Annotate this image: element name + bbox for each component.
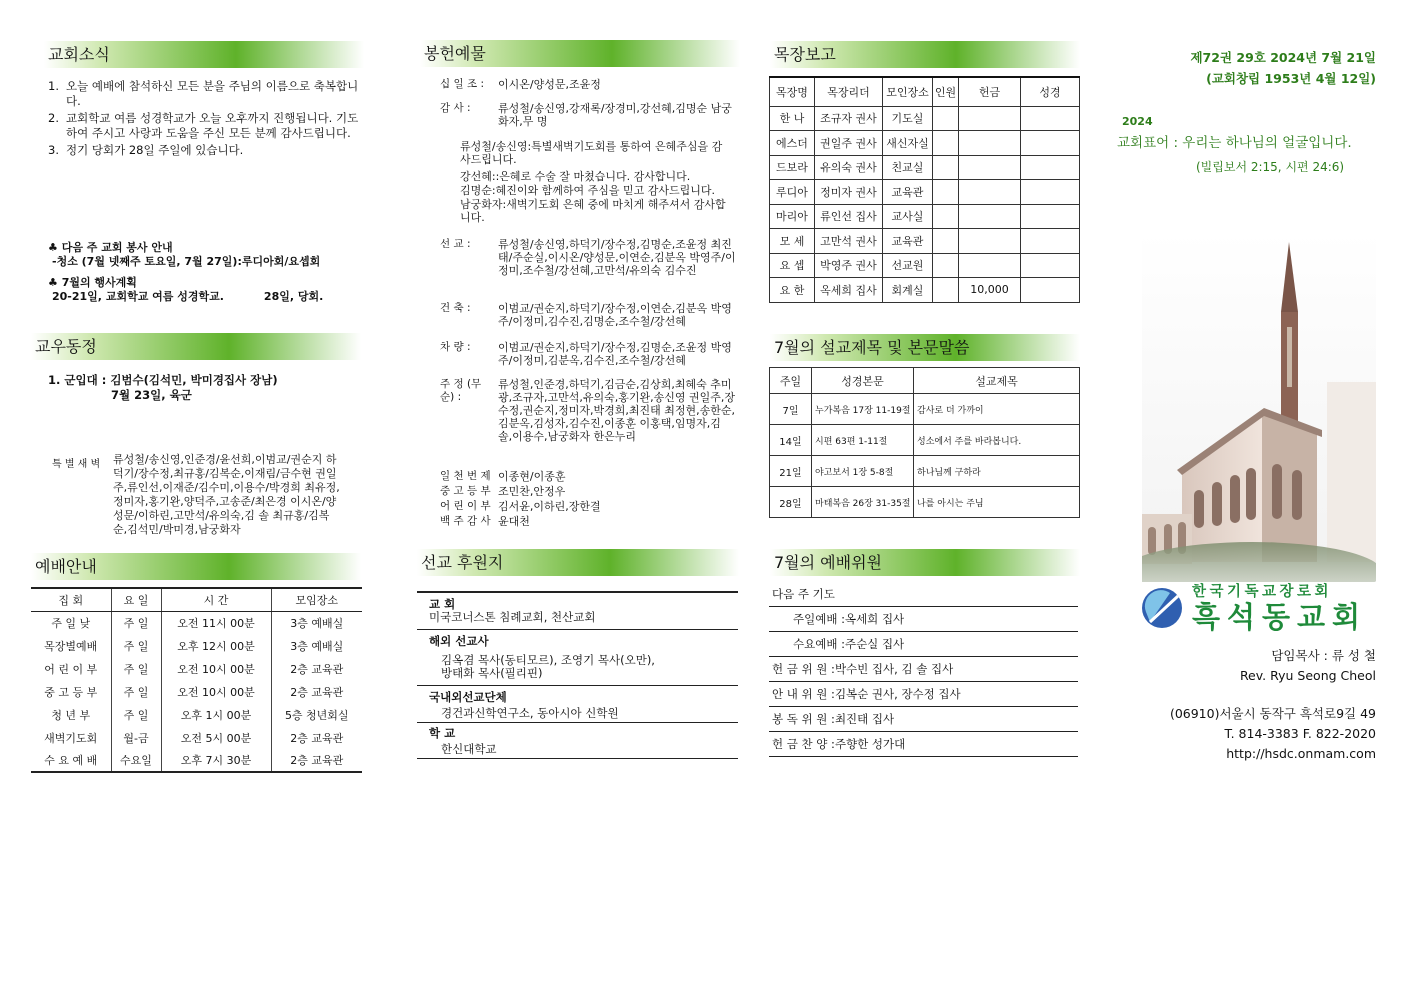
report-cell: 기도실: [883, 106, 933, 131]
report-cell: [959, 253, 1021, 278]
sermon-row: [770, 487, 1080, 518]
duty-label: 주일예배 :: [793, 612, 845, 626]
duty-label: 봉 독 위 원 :: [772, 712, 835, 726]
duty-row: [769, 707, 1078, 732]
worship-cell: 어 린 이 부: [44, 662, 98, 676]
worship-cell: 오전 11시 00분: [161, 611, 271, 634]
report-cell: 에스더: [770, 131, 815, 156]
report-cell: 새신자실: [883, 131, 933, 156]
worship-cell: 오전 10시 00분: [161, 657, 271, 680]
issue-info: 제72권 29호 2024년 7월 21일 (교회창립 1953년 4월 12일): [1190, 50, 1376, 86]
worship-cell: 목장별예배: [44, 639, 98, 653]
report-cell: 유의숙 권사: [815, 155, 883, 180]
sermons-header: 7월의 설교제목 및 본문말씀: [770, 334, 1080, 361]
motto-verse: (빌립보서 2:15, 시편 24:6): [1196, 160, 1345, 174]
sermon-cell: 21일: [770, 456, 812, 487]
duty-label: 헌 금 찬 양 :: [772, 737, 835, 751]
sermon-cell: 야고보서 1장 5-8절: [812, 456, 914, 487]
worship-cell: 중 고 등 부: [44, 685, 98, 699]
duty-label: 안 내 위 원 :: [772, 687, 835, 701]
offering-body: 십 일 조 : 이시온/양성문,조윤정 감 사 : 류성철/송신영,강재록/장경미,강선혜,김명순 남궁화자,무 명 류성철/송신영:특별새벽기도회를 통하여 은혜주심을 감사드립니다. 강선혜::은혜로 수술 잘 마쳤습니다. 감사합니다. 김명순:혜진이와 함께하여 주심을 믿고 감사드립니다. 남궁화자:새벽기도회 은혜 중에 마치게 해주셔서 감사합니다. 선 교 : 류성철/송신영,하덕기/장수정,김명순,조윤정 최진태/주순실,이시온/양성문,이연순,김분옥 박영주/이정미,조수철/강선혜,고만석/유의숙 김수진 건 축 : 이범교/권순지,하덕기/장수정,이연순,김분옥 박영주/이정미,김수진,김명순,조수철/강선혜 차 량 : 이범교/권순지,하덕기/장수정,김명순,조윤정 박영주/이정미,김분옥,김수진,조수철/강선혜 주 정 (무 순) : 류성철,인준경,하덕기,김금순,김상희,최혜숙 추미광,조규자,고만석,유의숙,홍기완,송신영 권일주,장수정,권순지,정미자,박경희,최진태 최정현,송한순,김분옥,김성자,김수진,이종훈 이홍택,임명자,김 솔,이용수,남궁화자 한은누리 일 천 번 제 이종현/이종훈 중 고 등 부 조민찬,안정우: [440, 78, 736, 498]
worship-header: 예배안내: [31, 553, 361, 580]
sermon-cell: 마태복음 26장 31-35절: [812, 487, 914, 518]
report-cell: 루디아: [770, 180, 815, 205]
worship-cell: 2층 교육관: [271, 749, 362, 772]
report-cell: 선교원: [883, 253, 933, 278]
report-header: 목장보고: [770, 41, 1080, 68]
report-cell: [959, 106, 1021, 131]
report-cell: [933, 155, 959, 180]
pastor-info: 담임목사 : 류 성 철 Rev. Ryu Seong Cheol: [1239, 648, 1376, 683]
report-row: [770, 204, 1080, 229]
report-cell: [1021, 155, 1080, 180]
worship-cell: 주 일 낮: [51, 616, 91, 630]
report-cell: [933, 180, 959, 205]
news-item: 3. 정기 당회가 28일 주일에 있습니다.: [48, 143, 244, 157]
report-cell: [933, 229, 959, 254]
worship-cell: 2층 교육관: [271, 680, 362, 703]
worship-row: [31, 726, 362, 749]
sermon-cell: 하나님께 구하라: [914, 456, 1080, 487]
sermon-row: [770, 425, 1080, 456]
report-row: [770, 180, 1080, 205]
report-row: [770, 155, 1080, 180]
worship-cell: 오후 1시 00분: [161, 703, 271, 726]
report-cell: 고만석 권사: [815, 229, 883, 254]
sermon-row: [770, 456, 1080, 487]
news-header: 교회소식: [44, 41, 364, 68]
sermon-cell: 14일: [770, 425, 812, 456]
worship-cell: 오전 10시 00분: [161, 680, 271, 703]
sermon-cell: 나를 아시는 주님: [914, 487, 1080, 518]
report-cell: [1021, 229, 1080, 254]
sermon-cell: 누가복음 17장 11-19절: [812, 394, 914, 425]
worship-cell: 청 년 부: [51, 708, 91, 722]
sermon-cell: 7일: [770, 394, 812, 425]
report-cell: [1021, 131, 1080, 156]
worship-cell: 주 일: [111, 657, 161, 680]
sermon-cell: 시편 63편 1-11절: [812, 425, 914, 456]
duty-value: 박수빈 집사, 김 솔 집사: [834, 662, 954, 676]
report-cell: [1021, 204, 1080, 229]
report-cell: 류인선 집사: [815, 204, 883, 229]
worship-row: [31, 657, 362, 680]
support-list: 교 회 미국코너스톤 침례교회, 천산교회 해외 선교사 김옥겸 목사(동티모르), 조영기 목사(오만), 방태화 목사(필리핀) 국내외선교단체 경건과신학연구소, 동아시아 신학원 학 교 한신대학교: [417, 591, 738, 759]
worship-row: [31, 703, 362, 726]
report-cell: 한 나: [770, 106, 815, 131]
duty-value: 주향한 성가대: [834, 737, 906, 751]
report-cell: 10,000: [959, 278, 1021, 303]
worship-cell: 주 일: [111, 680, 161, 703]
worship-cell: 새벽기도회: [44, 731, 98, 745]
church-building-image: [1142, 232, 1376, 582]
members-item: 1. 군입대 : 김범수(김석민, 박미경집사 장남) 7월 23일, 육군: [48, 373, 278, 402]
duty-header: 7월의 예배위원: [770, 549, 1080, 576]
report-cell: [933, 253, 959, 278]
service-notice: ♣ 다음 주 교회 봉사 안내 -청소 (7월 넷째주 토요일, 7월 27일):루디아회/요셉회: [48, 241, 321, 268]
report-cell: 요 셉: [770, 253, 815, 278]
report-cell: [959, 180, 1021, 205]
worship-table: 집 회 요 일 시 간 모임장소 주 일 낮 주 일 오전 11시 00분 3층 예배실 목장별예배 주 일 오후 12시 00분 3층 예배실 어 린 이 부 주 일 오전 10시 00분 2층 교육관 중 고 등 부 주 일 오전 10시 00분 2층 교육관 청 년 부 주 일 오후 1시 00분 5층 청년회실 새벽기도회 월-금 오전 5시 00분 2층 교육관 수 요 예 배 수요일 오후 7시 30분 2층 교육관: [31, 587, 362, 773]
website-link[interactable]: http://hsdc.onmam.com: [1226, 746, 1376, 761]
duty-row: [769, 607, 1078, 632]
sermons-table: 주일 성경본문 설교제목 7일 누가복음 17장 11-19절 감사로 더 가까이 14일 시편 63편 1-11절 성소에서 주를 바라봅니다. 21일 야고보서 1장 5-8절 하나님께 구하라 28일 마태복음 26장 31-35절 나를 아시는 주님: [769, 367, 1080, 518]
report-cell: [1021, 278, 1080, 303]
worship-cell: 주 일: [111, 634, 161, 657]
worship-cell: 수요일: [111, 749, 161, 772]
report-cell: 권일주 권사: [815, 131, 883, 156]
worship-row: [31, 634, 362, 657]
report-cell: [959, 229, 1021, 254]
duty-value: 최진태 집사: [834, 712, 895, 726]
worship-cell: 오후 12시 00분: [161, 634, 271, 657]
church-logo-icon: [1140, 586, 1184, 630]
report-cell: [959, 131, 1021, 156]
report-cell: [1021, 180, 1080, 205]
events-notice: ♣ 7월의 행사계획 20-21일, 교회학교 여름 성경학교. 28일, 당회.: [48, 276, 324, 303]
report-cell: [959, 155, 1021, 180]
worship-cell: 주 일: [111, 703, 161, 726]
report-table: 목장명 목장리더 모인장소 인원 헌금 성경 한 나 조규자 권사 기도실 에스더 권일주 권사 새신자실 드보라 유의숙 권사 친교실 루디아 정미자 권사 교육관 마리아 류인선 집사 교사실 모 세 고만석 권사 교육관 요 셉 박영주 권사 선교원 요 한 옥세희 집사 회계실 10,000: [769, 76, 1080, 303]
contact-info: (06910)서울시 동작구 흑석로9길 49 T. 814-3383 F. 822-2020 http://hsdc.onmam.com: [1120, 704, 1376, 764]
worship-cell: 오후 7시 30분: [161, 749, 271, 772]
report-row: [770, 253, 1080, 278]
report-row: [770, 278, 1080, 303]
report-cell: 회계실: [883, 278, 933, 303]
worship-cell: 2층 교육관: [271, 657, 362, 680]
duty-list: [769, 582, 1078, 767]
report-cell: [1021, 106, 1080, 131]
duty-row: [769, 632, 1078, 657]
worship-cell: 오전 5시 00분: [161, 726, 271, 749]
worship-cell: 2층 교육관: [271, 726, 362, 749]
dawn-label: 특 별 새 벽: [52, 459, 101, 470]
report-cell: 드보라: [770, 155, 815, 180]
report-cell: 교사실: [883, 204, 933, 229]
motto-year: 2024: [1122, 115, 1153, 128]
sermon-cell: 성소에서 주를 바라봅니다.: [914, 425, 1080, 456]
worship-cell: 5층 청년회실: [271, 703, 362, 726]
report-cell: [959, 204, 1021, 229]
report-cell: 정미자 권사: [815, 180, 883, 205]
duty-value: 주순실 집사: [844, 637, 905, 651]
duty-label: 헌 금 위 원 :: [772, 662, 835, 676]
duty-label: 수요예배 :: [793, 637, 845, 651]
worship-row: [31, 611, 362, 634]
support-header: 선교 후원지: [417, 549, 739, 576]
report-row: [770, 229, 1080, 254]
report-cell: [933, 278, 959, 303]
worship-cell: 수 요 예 배: [31, 749, 111, 772]
report-cell: 옥세희 집사: [815, 278, 883, 303]
motto: 교회표어 : 우리는 하나님의 얼굴입니다.: [1117, 135, 1352, 151]
report-cell: 박영주 권사: [815, 253, 883, 278]
report-cell: 마리아: [770, 204, 815, 229]
report-cell: 친교실: [883, 155, 933, 180]
report-cell: 요 한: [770, 278, 815, 303]
worship-cell: 주 일: [111, 611, 161, 634]
report-cell: [933, 106, 959, 131]
report-cell: 교육관: [883, 180, 933, 205]
sermon-row: [770, 394, 1080, 425]
worship-cell: 3층 예배실: [271, 634, 362, 657]
report-cell: 모 세: [770, 229, 815, 254]
worship-row: [31, 749, 362, 772]
report-cell: [933, 204, 959, 229]
duty-value: 김복순 권사, 장수정 집사: [834, 687, 961, 701]
duty-value: 옥세희 집사: [844, 612, 905, 626]
news-item: 2. 교회학교 여름 성경학교가 오늘 오후까지 진행됩니다. 기도하여 주시고 사랑과 도움을 주신 모든 분께 감사드립니다.: [48, 111, 359, 140]
report-cell: [1021, 253, 1080, 278]
worship-row: [31, 680, 362, 703]
report-cell: [933, 131, 959, 156]
report-row: [770, 106, 1080, 131]
report-cell: 조규자 권사: [815, 106, 883, 131]
duty-row: [769, 682, 1078, 707]
news-list: [48, 79, 368, 158]
dawn-names: 류성철/송신영,인준경/윤선희,이범교/권순지 하덕기/장수정,최규홍/김복순,이재림/금수현 권일주,류인선,이재준/김수미,이용수/박경희 최유정,정미자,홍기완,양덕주,고송준/최은경 이시온/양성문/이하린,고만석/유의숙,김 솔 최규홍/김복순,김석민/박미경,남궁화자: [113, 453, 340, 536]
members-header: 교우동정: [31, 333, 361, 360]
offering-header: 봉헌예물: [420, 40, 740, 67]
sermon-cell: 28일: [770, 487, 812, 518]
worship-cell: 3층 예배실: [271, 611, 362, 634]
report-row: [770, 131, 1080, 156]
duty-row: [769, 657, 1078, 682]
church-name: 흑석동교회: [1192, 600, 1368, 634]
offering-body-2: 어 린 이 부 김서윤,이하린,장한결 백 주 감 사 윤대천: [440, 500, 601, 528]
report-cell: 교육관: [883, 229, 933, 254]
news-item: 1. 오늘 예배에 참석하신 모든 분을 주님의 이름으로 축복합니다.: [48, 79, 359, 108]
sermon-cell: 감사로 더 가까이: [914, 394, 1080, 425]
denomination: 한국기독교장로회: [1192, 584, 1333, 600]
duty-row: [769, 732, 1078, 757]
duty-sub: 다음 주 기도: [769, 582, 1078, 607]
worship-cell: 월-금: [111, 726, 161, 749]
